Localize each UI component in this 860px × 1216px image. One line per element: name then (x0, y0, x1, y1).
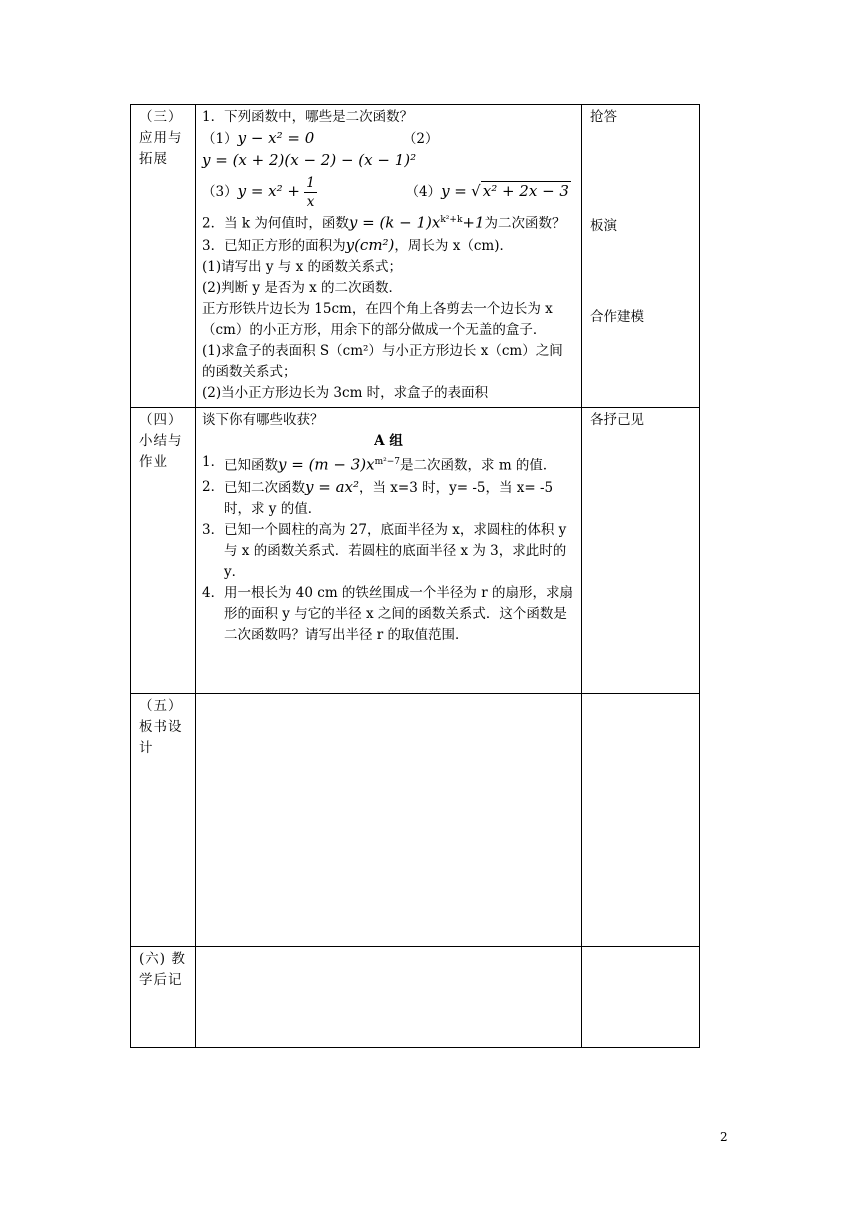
q4-text: 正方形铁片边长为 15cm，在四个角上各剪去一个边长为 x（cm）的小正方形，用余下的部分做成一个无盖的盒子． (202, 300, 553, 338)
role-column-board-design (582, 694, 700, 947)
homework-list (202, 452, 575, 646)
q1-options-row2: （3）y = x² + $\frac{1}{x}$ （4）y = √ x² + 2x − 3 (202, 175, 569, 210)
q1-a-expr: y − x² = 0 (237, 129, 315, 147)
q1-title: 1．下列函数中，哪些是二次函数？ (202, 109, 414, 125)
q1-b-prefix: （2） (402, 131, 439, 147)
section-label-board-design: （五）板书设计 (131, 694, 196, 947)
list-item: 4． 用一根长为 40 cm 的铁丝围成一个半径为 r 的扇形，求扇形的面积 y 与它的半径 x 之间的函数关系式．这个函数是二次函数吗？请写出半径 r 的取值范围． (202, 584, 573, 643)
q1-d-radicand: x² + 2x − 3 (482, 182, 569, 200)
summary-intro: 谈下你有哪些收获？ (202, 412, 324, 428)
q4-part2: (2)当小正方形边长为 3cm 时，求盒子的表面积 (202, 384, 489, 401)
table-row-application (131, 105, 700, 408)
role-quick-answer: 抢答 (590, 109, 617, 125)
q3-part1: (1)请写出 y 与 x 的函数关系式； (202, 258, 403, 275)
lesson-plan-table (130, 104, 700, 1048)
section-content-application (196, 105, 582, 408)
table-row-summary (131, 408, 700, 694)
sqrt-symbol: √ (471, 182, 481, 200)
section-content-summary (196, 408, 582, 694)
q1-options-row1: （1）y − x² = 0 （2） (202, 129, 439, 147)
list-item: 1． 已知函数$y = (m - 3)x^{m^2-7}$是二次函数，求 m 的值． (202, 454, 557, 474)
q3-line: 3．已知正方形的面积为y(cm²)，周长为 x（cm)． (202, 235, 513, 254)
q4-part1: (1)求盒子的表面积 S（cm²）与小正方形边长 x（cm）之间的函数关系式； (202, 342, 563, 380)
table-row-board-design (131, 694, 700, 947)
role-column-application (582, 105, 700, 408)
q1-b-expr-line (202, 150, 575, 172)
group-title: A 组 (374, 433, 403, 449)
role-cooperative-modeling: 合作建模 (590, 309, 644, 325)
page-number: 2 (720, 1130, 728, 1144)
role-column-reflection (582, 947, 700, 1048)
section-content-board-design (196, 694, 582, 947)
role-share-views: 各抒己见 (590, 412, 644, 428)
role-column-summary (582, 408, 700, 694)
table-row-reflection (131, 947, 700, 1048)
section-label-reflection: (六) 教学后记 (131, 947, 196, 1048)
role-board-demo: 板演 (590, 218, 617, 234)
q2-line: 2．当 k 为何值时，函数$y = (k - 1)x^{k^2+k}+1$为二次函数？ (202, 213, 566, 232)
q1-b-expr: y = (x + 2)(x − 2) − (x − 1)² (202, 151, 417, 169)
section-label-summary: （四）小结与作业 (131, 408, 196, 694)
q1-c-expr: y = x² + (237, 182, 300, 200)
section-content-reflection (196, 947, 582, 1048)
list-item: 2． 已知二次函数y = ax²，当 x=3 时，y= -5，当 x= -5 时，求 y 的值． (202, 477, 554, 517)
q1-c-fraction: $\frac{1}{x}$ (306, 175, 315, 210)
list-item: 3． 已知一个圆柱的高为 27，底面半径为 x，求圆柱的体积 y 与 x 的函数关系式．若圆柱的底面半径 x 为 3，求此时的 y． (202, 521, 567, 580)
section-label-application: （三）应用与拓展 (131, 105, 196, 408)
q3-part2: (2)判断 y 是否为 x 的二次函数． (202, 279, 403, 296)
